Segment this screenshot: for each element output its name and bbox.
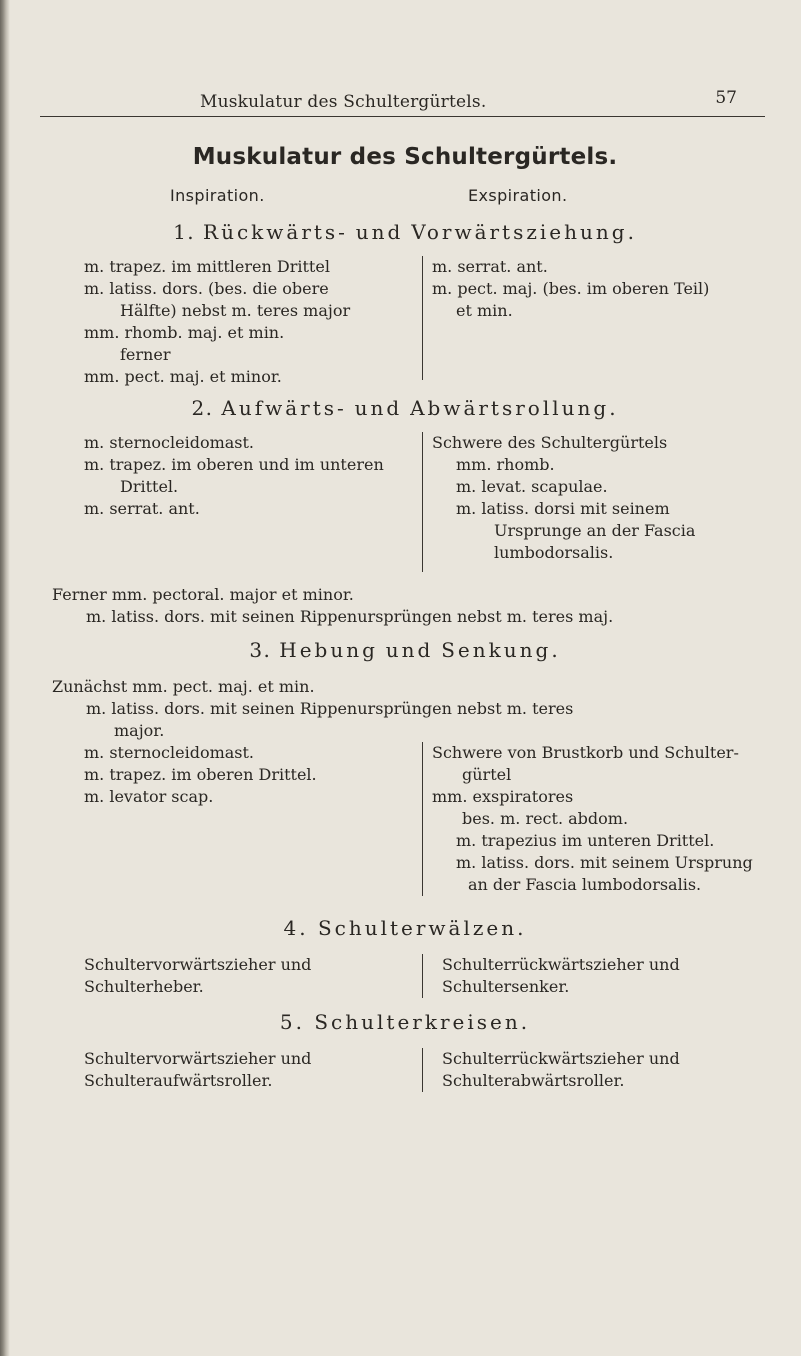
section-4-exspiration: Schulterrückwärtszieher und Schultersenker. (442, 955, 680, 996)
section-1-exspiration: m. serrat. ant. m. pect. maj. (bes. im oberen Teil) et min. (432, 257, 710, 320)
section-5-exspiration: Schulterrückwärtszieher und Schulterabwärtsroller. (442, 1049, 680, 1090)
section-5-title: 5. Schulterkreisen. (279, 1010, 531, 1034)
section-2-exspiration: Schwere des Schultergürtels mm. rhomb. m. levat. scapulae. m. latiss. dorsi mit seinem Ursprunge an der Fascia lumbodorsalis. (432, 433, 696, 562)
section-2-footer-line-1: Ferner mm. pectoral. major et minor. (52, 585, 354, 604)
column-divider (422, 1048, 423, 1092)
section-5-inspiration: Schultervorwärtszieher und Schulteraufwärtsroller. (84, 1049, 312, 1090)
section-3-intro-line-2: m. latiss. dors. mit seinen Rippenursprüngen nebst m. teres (86, 699, 574, 718)
column-header-inspiration: Inspiration. (170, 186, 265, 205)
section-1-inspiration: m. trapez. im mittleren Drittel m. latiss. dors. (bes. die obere Hälfte) nebst m. teres major mm. rhomb. maj. et min. ferner mm. pect. maj. et minor. (84, 257, 351, 386)
column-divider (422, 954, 423, 998)
running-head-title: Muskulatur des Schultergürtels. (200, 92, 487, 112)
running-head (40, 88, 765, 117)
section-2-title: 2. Aufwärts- und Abwärtsrollung. (191, 396, 619, 420)
page-title: Muskulatur des Schultergürtels. (192, 144, 618, 170)
section-4-inspiration: Schultervorwärtszieher und Schulterheber. (84, 955, 312, 996)
section-1-title: 1. Rückwärts- und Vorwärtsziehung. (173, 220, 637, 244)
column-divider (422, 256, 423, 380)
column-divider (422, 742, 423, 896)
section-3-exspiration: Schwere von Brustkorb und Schulter- gürtel mm. exspiratores bes. m. rect. abdom. m. trapezius im unteren Drittel. m. latiss. dors. mit seinem Ursprung an der Fascia lumbodorsalis. (432, 743, 753, 894)
book-page (40, 0, 770, 1356)
section-3-title: 3. Hebung und Senkung. (249, 638, 561, 662)
section-2-inspiration: m. sternocleidomast. m. trapez. im oberen und im unteren Drittel. m. serrat. ant. (84, 433, 384, 518)
section-3-inspiration: m. sternocleidomast. m. trapez. im oberen Drittel. m. levator scap. (84, 743, 317, 806)
section-3-intro-line-3: major. (114, 721, 165, 740)
section-3-intro-line-1: Zunächst mm. pect. maj. et min. (52, 677, 315, 696)
column-header-exspiration: Exspiration. (468, 186, 568, 205)
section-2-footer-line-2: m. latiss. dors. mit seinen Rippenursprüngen nebst m. teres maj. (86, 607, 614, 626)
column-divider (422, 432, 423, 572)
page-number: 57 (715, 88, 737, 108)
page-edge (0, 0, 10, 1356)
section-4-title: 4. Schulterwälzen. (283, 916, 527, 940)
